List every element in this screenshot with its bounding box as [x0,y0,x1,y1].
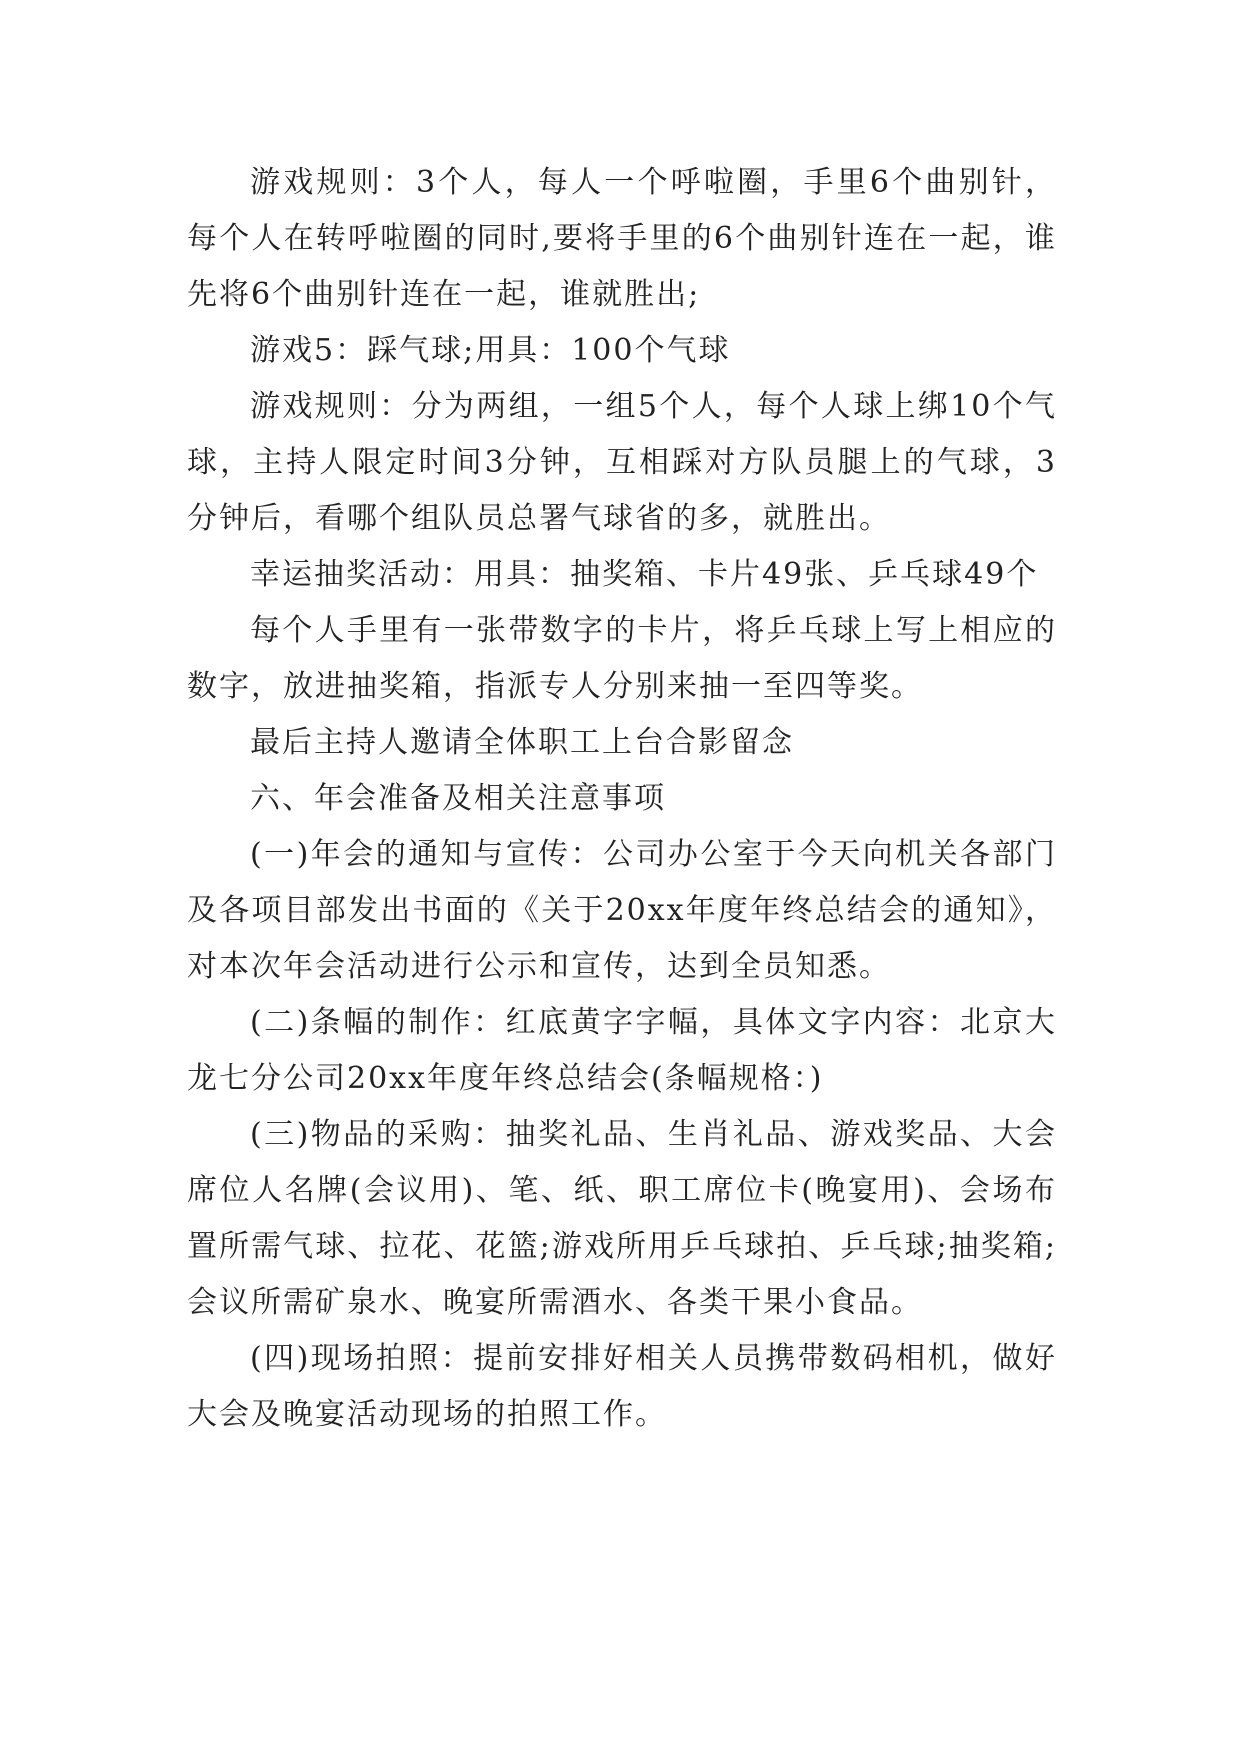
paragraph-game-5-title: 游戏5：踩气球;用具：100个气球 [250,333,731,368]
paragraph-game-4-rules: 游戏规则：3个人，每人一个呼啦圈，手里6个曲别针，每个人在转呼啦圈的同时,要将手里的6个曲别针连在一起，谁先将6个曲别针连在一起，谁就胜出; [187,165,1057,312]
document-body [187,155,1057,1443]
paragraph-item-procurement: (三)物品的采购：抽奖礼品、生肖礼品、游戏奖品、大会席位人名牌(会议用)、笔、纸、职工席位卡(晚宴用)、会场布置所需气球、拉花、花篮;游戏所用乒乓球拍、乒乓球;抽奖箱;会议所需矿泉水、晚宴所需酒水、各类干果小食品。 [187,1117,1057,1320]
section-heading-preparation: 六、年会准备及相关注意事项 [250,781,666,816]
paragraph-on-site-photography: (四)现场拍照：提前安排好相关人员携带数码相机，做好大会及晚宴活动现场的拍照工作。 [187,1341,1057,1432]
paragraph-notice-and-publicity: (一)年会的通知与宣传：公司办公室于今天向机关各部门及各项目部发出书面的《关于20xx年度年终总结会的通知》，对本次年会活动进行公示和宣传，达到全员知悉。 [187,837,1057,984]
paragraph-game-5-rules: 游戏规则：分为两组，一组5个人，每个人球上绑10个气球，主持人限定时间3分钟，互相踩对方队员腿上的气球，3分钟后，看哪个组队员总署气球省的多，就胜出。 [187,389,1057,536]
paragraph-group-photo: 最后主持人邀请全体职工上台合影留念 [250,725,794,760]
paragraph-lucky-draw-items: 幸运抽奖活动：用具：抽奖箱、卡片49张、乒乓球49个 [250,557,1039,592]
paragraph-banner-production: (二)条幅的制作：红底黄字字幅，具体文字内容：北京大龙七分公司20xx年度年终总结会(条幅规格：) [187,1005,1057,1096]
paragraph-lucky-draw-process: 每个人手里有一张带数字的卡片，将乒乓球上写上相应的数字，放进抽奖箱，指派专人分别来抽一至四等奖。 [187,613,1057,704]
